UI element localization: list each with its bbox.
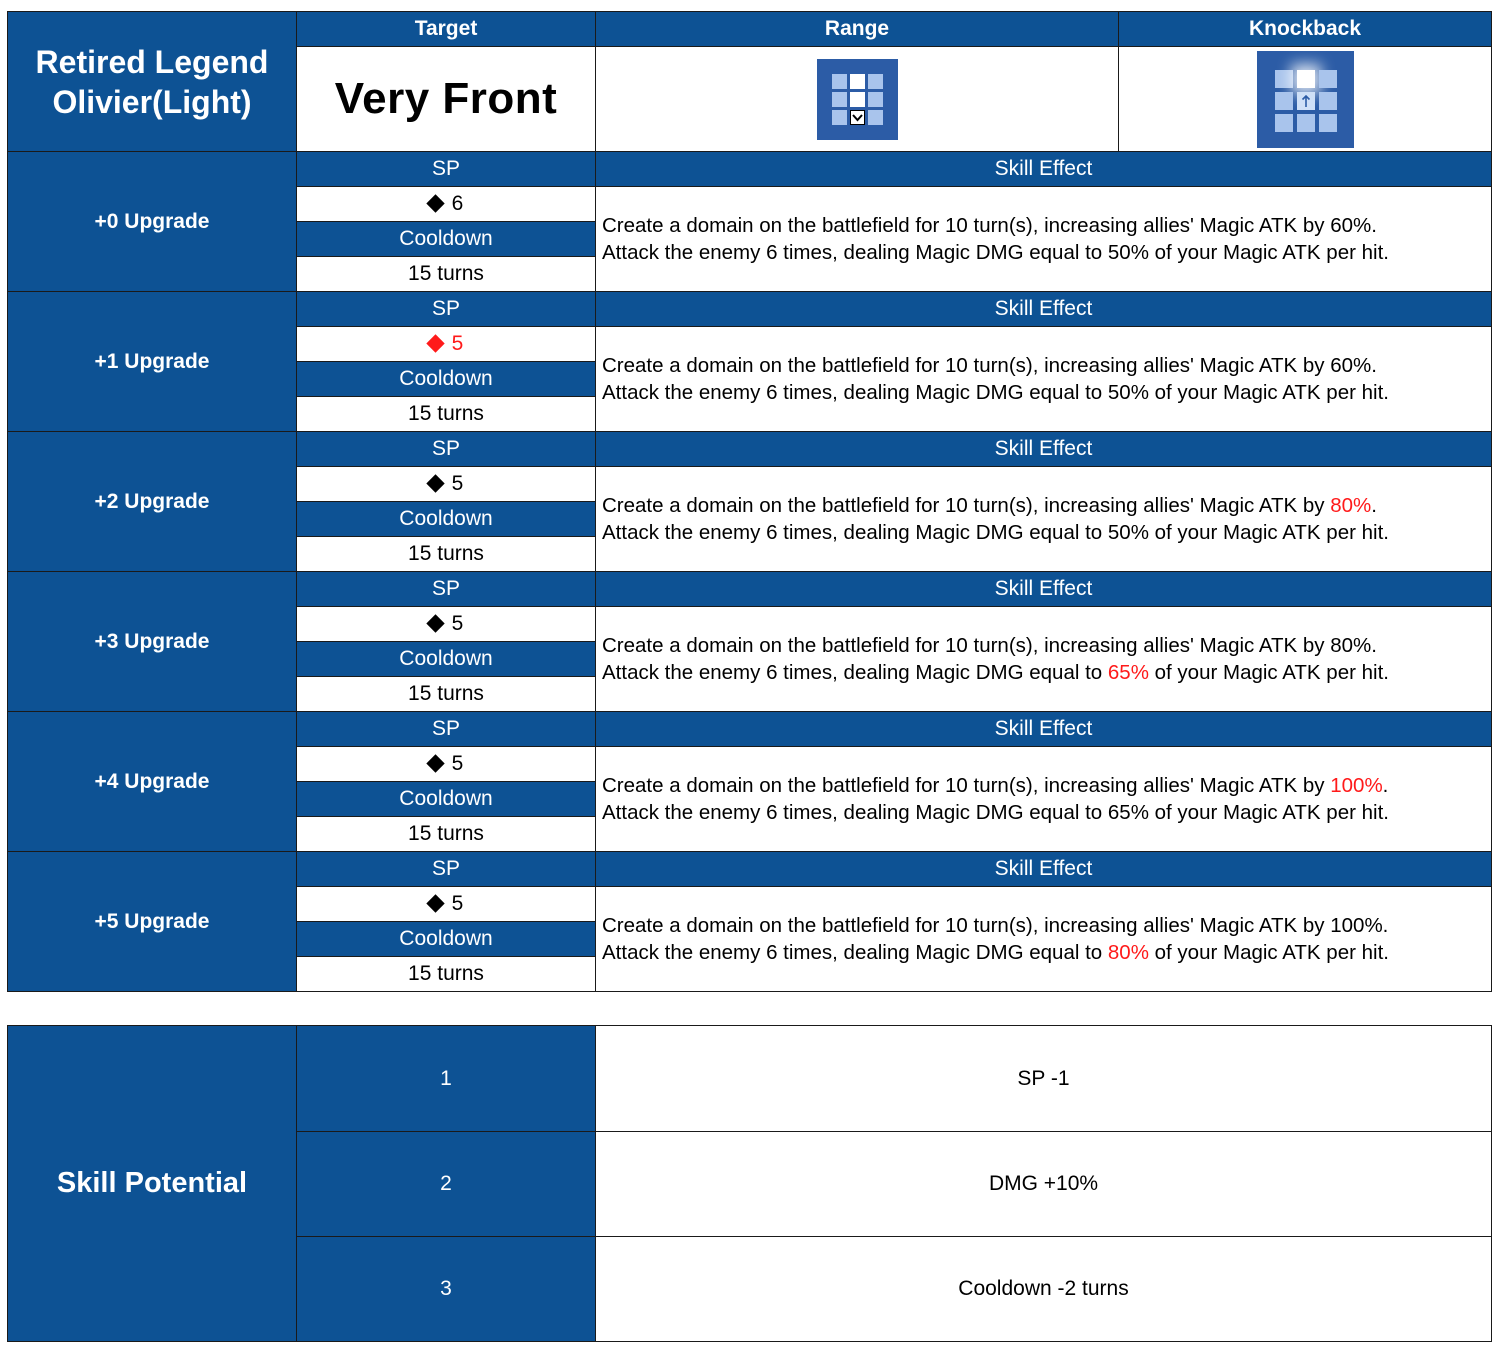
effect-value-1: 80% bbox=[1330, 494, 1372, 517]
potential-number-2: 2 bbox=[296, 1131, 596, 1237]
character-name-line2: Olivier(Light) bbox=[52, 83, 252, 120]
knockback-header: Knockback bbox=[1118, 11, 1492, 47]
diamond-icon bbox=[426, 334, 444, 352]
sp-value: 5 bbox=[451, 332, 464, 355]
sp-value-cell bbox=[296, 746, 596, 782]
sp-value-cell bbox=[296, 606, 596, 642]
cooldown-value: 15 turns bbox=[296, 536, 596, 572]
effect-line-1: Create a domain on the battlefield for 10 turn(s), increasing allies' Magic ATK by 100%. bbox=[602, 914, 1389, 937]
effect-value-1: 80% bbox=[1330, 634, 1372, 657]
knockback-cell bbox=[1118, 46, 1492, 152]
sp-value: 5 bbox=[451, 612, 464, 635]
target-header: Target bbox=[296, 11, 596, 47]
range-header: Range bbox=[595, 11, 1119, 47]
effect-line-1: Create a domain on the battlefield for 10 turn(s), increasing allies' Magic ATK by 80%. bbox=[602, 494, 1377, 517]
skill-effect-text bbox=[595, 746, 1492, 852]
effect-value-2: 80% bbox=[1107, 941, 1149, 964]
cooldown-value: 15 turns bbox=[296, 956, 596, 992]
diamond-icon bbox=[426, 474, 444, 492]
character-name bbox=[7, 11, 297, 152]
effect-line-2: Attack the enemy 6 times, dealing Magic DMG equal to 80% of your Magic ATK per hit. bbox=[602, 941, 1389, 964]
sp-header: SP bbox=[296, 711, 596, 747]
skill-effect-text bbox=[595, 466, 1492, 572]
sp-header: SP bbox=[296, 431, 596, 467]
diamond-icon bbox=[426, 194, 444, 212]
target-value: Very Front bbox=[296, 46, 596, 152]
cooldown-header: Cooldown bbox=[296, 921, 596, 957]
diamond-icon bbox=[426, 754, 444, 772]
potential-value-1: SP -1 bbox=[595, 1025, 1492, 1132]
sp-value-cell bbox=[296, 466, 596, 502]
potential-number-1: 1 bbox=[296, 1025, 596, 1132]
sp-header: SP bbox=[296, 571, 596, 607]
skill-effect-text bbox=[595, 326, 1492, 432]
potential-value-2: DMG +10% bbox=[595, 1131, 1492, 1237]
skill-effect-header: Skill Effect bbox=[595, 711, 1492, 747]
effect-line-2: Attack the enemy 6 times, dealing Magic DMG equal to 50% of your Magic ATK per hit. bbox=[602, 381, 1389, 404]
sp-value: 5 bbox=[451, 892, 464, 915]
effect-line-1: Create a domain on the battlefield for 10 turn(s), increasing allies' Magic ATK by 60%. bbox=[602, 214, 1377, 237]
sp-value-cell bbox=[296, 886, 596, 922]
sp-header: SP bbox=[296, 851, 596, 887]
skill-effect-header: Skill Effect bbox=[595, 571, 1492, 607]
potential-value-3: Cooldown -2 turns bbox=[595, 1236, 1492, 1342]
cooldown-value: 15 turns bbox=[296, 396, 596, 432]
character-name-line1: Retired Legend bbox=[35, 43, 269, 80]
effect-value-2: 50% bbox=[1107, 521, 1149, 544]
range-cell bbox=[595, 46, 1119, 152]
upgrade-level: +1 Upgrade bbox=[7, 291, 297, 432]
upgrade-level: +4 Upgrade bbox=[7, 711, 297, 852]
sp-value-cell bbox=[296, 186, 596, 222]
upgrade-level: +3 Upgrade bbox=[7, 571, 297, 712]
skill-effect-text bbox=[595, 186, 1492, 292]
cooldown-value: 15 turns bbox=[296, 256, 596, 292]
effect-value-1: 60% bbox=[1330, 354, 1372, 377]
skill-effect-header: Skill Effect bbox=[595, 431, 1492, 467]
effect-value-1: 60% bbox=[1330, 214, 1372, 237]
upgrade-level: +2 Upgrade bbox=[7, 431, 297, 572]
sp-value: 5 bbox=[451, 472, 464, 495]
cooldown-header: Cooldown bbox=[296, 641, 596, 677]
cooldown-header: Cooldown bbox=[296, 221, 596, 257]
cooldown-value: 15 turns bbox=[296, 676, 596, 712]
range-grid-icon bbox=[817, 59, 898, 140]
skill-effect-header: Skill Effect bbox=[595, 851, 1492, 887]
effect-value-1: 100% bbox=[1330, 774, 1383, 797]
cooldown-header: Cooldown bbox=[296, 501, 596, 537]
knockback-grid-icon bbox=[1257, 51, 1354, 148]
skill-effect-header: Skill Effect bbox=[595, 151, 1492, 187]
effect-value-2: 50% bbox=[1107, 241, 1149, 264]
diamond-icon bbox=[426, 894, 444, 912]
upgrade-level: +0 Upgrade bbox=[7, 151, 297, 292]
effect-line-2: Attack the enemy 6 times, dealing Magic DMG equal to 50% of your Magic ATK per hit. bbox=[602, 521, 1389, 544]
effect-value-1: 100% bbox=[1330, 914, 1383, 937]
skill-effect-text bbox=[595, 886, 1492, 992]
sp-value: 5 bbox=[451, 752, 464, 775]
effect-line-1: Create a domain on the battlefield for 10 turn(s), increasing allies' Magic ATK by 100%. bbox=[602, 774, 1389, 797]
sp-value-cell bbox=[296, 326, 596, 362]
skill-potential-label: Skill Potential bbox=[7, 1025, 297, 1342]
cooldown-header: Cooldown bbox=[296, 781, 596, 817]
effect-line-2: Attack the enemy 6 times, dealing Magic DMG equal to 50% of your Magic ATK per hit. bbox=[602, 241, 1389, 264]
effect-line-1: Create a domain on the battlefield for 10 turn(s), increasing allies' Magic ATK by 80%. bbox=[602, 634, 1377, 657]
cooldown-value: 15 turns bbox=[296, 816, 596, 852]
diamond-icon bbox=[426, 614, 444, 632]
effect-line-2: Attack the enemy 6 times, dealing Magic DMG equal to 65% of your Magic ATK per hit. bbox=[602, 801, 1389, 824]
effect-line-1: Create a domain on the battlefield for 10 turn(s), increasing allies' Magic ATK by 60%. bbox=[602, 354, 1377, 377]
potential-number-3: 3 bbox=[296, 1236, 596, 1342]
skill-effect-text bbox=[595, 606, 1492, 712]
sp-header: SP bbox=[296, 291, 596, 327]
effect-value-2: 65% bbox=[1107, 661, 1149, 684]
effect-value-2: 50% bbox=[1107, 381, 1149, 404]
skill-effect-header: Skill Effect bbox=[595, 291, 1492, 327]
effect-line-2: Attack the enemy 6 times, dealing Magic DMG equal to 65% of your Magic ATK per hit. bbox=[602, 661, 1389, 684]
upgrade-level: +5 Upgrade bbox=[7, 851, 297, 992]
sp-value: 6 bbox=[451, 192, 464, 215]
cooldown-header: Cooldown bbox=[296, 361, 596, 397]
sp-header: SP bbox=[296, 151, 596, 187]
effect-value-2: 65% bbox=[1107, 801, 1149, 824]
